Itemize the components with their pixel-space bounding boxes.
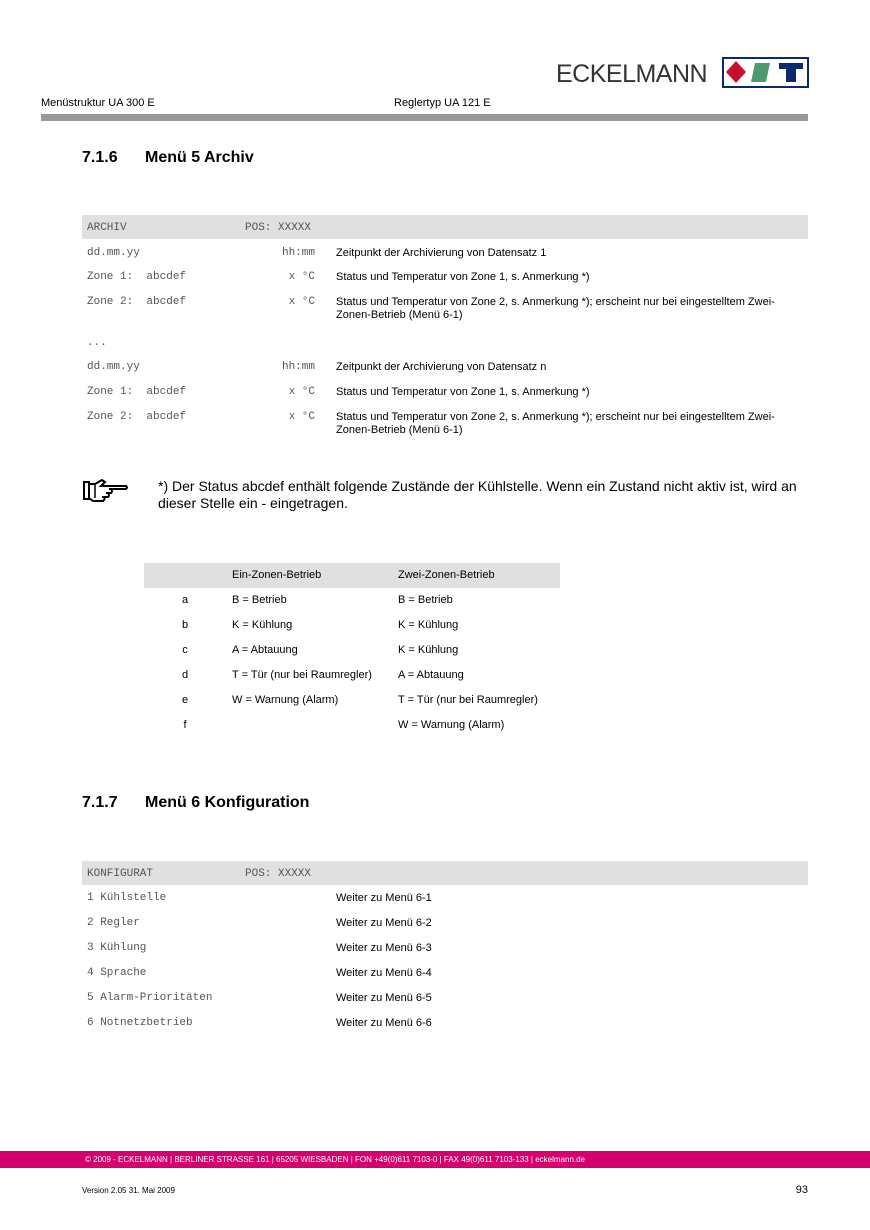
- archiv-row-right: x °C: [288, 411, 315, 423]
- archiv-row-left: Zone 2: abcdef: [87, 296, 187, 308]
- archiv-row-description: Zeitpunkt der Archivierung von Datensatz 1: [336, 247, 547, 259]
- page-number: 93: [795, 1184, 808, 1196]
- status-table-header-cell: Zwei-Zonen-Betrieb: [398, 569, 495, 581]
- archiv-row-left: Zone 2: abcdef: [87, 411, 187, 423]
- status-table-cell: A = Abtauung: [398, 669, 464, 681]
- status-table-cell: W = Warnung (Alarm): [232, 694, 339, 706]
- konfig-menu-description: Weiter zu Menü 6-3: [336, 942, 432, 954]
- status-table-key: e: [181, 694, 189, 706]
- archiv-row-description: Status und Temperatur von Zone 2, s. Anmerkung *); erscheint nur bei eingestelltem Zwei-Zonen-Betrieb (Menü 6-1): [336, 296, 775, 321]
- status-table-key: d: [181, 669, 189, 681]
- archiv-row-right: x °C: [288, 271, 315, 283]
- status-table-header-cell: Ein-Zonen-Betrieb: [232, 569, 322, 581]
- konfig-menu-item: 6 Notnetzbetrieb: [87, 1017, 193, 1029]
- konfig-menu-description: Weiter zu Menü 6-1: [336, 892, 432, 904]
- section-number-archiv: 7.1.6: [82, 149, 118, 166]
- konfig-menu-item: 2 Regler: [87, 917, 140, 929]
- status-table-cell: T = Tür (nur bei Raumregler): [398, 694, 538, 706]
- version-info: Version 2.05 31. Mai 2009: [82, 1186, 175, 1195]
- logo-diamond-red: [726, 61, 746, 83]
- archiv-row-left: ...: [87, 337, 107, 349]
- archiv-row-right: hh:mm: [281, 361, 315, 373]
- brand-name: ECKELMANN: [556, 60, 708, 88]
- status-table-cell: B = Betrieb: [232, 594, 287, 606]
- brand-logo: [722, 57, 809, 88]
- archiv-display-pos: POS: XXXXX: [245, 222, 312, 234]
- konfig-menu-description: Weiter zu Menü 6-6: [336, 1017, 432, 1029]
- archiv-row-left: dd.mm.yy: [87, 247, 140, 259]
- status-table-cell: A = Abtauung: [232, 644, 298, 656]
- archiv-row-right: x °C: [288, 386, 315, 398]
- konfig-display-label: KONFIGURAT: [87, 868, 154, 880]
- status-table-key: b: [181, 619, 189, 631]
- konfig-menu-description: Weiter zu Menü 6-4: [336, 967, 432, 979]
- archiv-row-description: Zeitpunkt der Archivierung von Datensatz n: [336, 361, 547, 373]
- archiv-row-left: Zone 1: abcdef: [87, 271, 187, 283]
- konfig-menu-item: 3 Kühlung: [87, 942, 147, 954]
- status-table-header: [144, 563, 560, 588]
- pointing-hand-icon: [82, 477, 130, 503]
- status-table-cell: K = Kühlung: [232, 619, 293, 631]
- konfig-display-header: [82, 861, 808, 885]
- section-title-konfig: Menü 6 Konfiguration: [145, 794, 310, 811]
- status-table-key: a: [181, 594, 189, 606]
- section-number-konfig: 7.1.7: [82, 794, 118, 811]
- archiv-row-description: Status und Temperatur von Zone 1, s. Anmerkung *): [336, 271, 590, 283]
- header-divider: [41, 114, 808, 121]
- konfig-menu-item: 4 Sprache: [87, 967, 147, 979]
- konfig-display-pos: POS: XXXXX: [245, 868, 312, 880]
- archiv-row-left: dd.mm.yy: [87, 361, 140, 373]
- section-title-archiv: Menü 5 Archiv: [145, 149, 254, 166]
- archiv-display-label: ARCHIV: [87, 222, 127, 234]
- archiv-row-description: Status und Temperatur von Zone 2, s. Anmerkung *); erscheint nur bei eingestelltem Zwei-Zonen-Betrieb (Menü 6-1): [336, 411, 775, 436]
- konfig-menu-description: Weiter zu Menü 6-2: [336, 917, 432, 929]
- archiv-row-right: x °C: [288, 296, 315, 308]
- status-table-key: f: [183, 719, 187, 731]
- status-table-key: c: [182, 644, 188, 656]
- status-table-cell: W = Warnung (Alarm): [398, 719, 505, 731]
- footer-address: © 2009 - ECKELMANN | BERLINER STRASSE 161 | 65205 WIESBADEN | FON +49(0)611 7103-0 | FAX 49(0)611 7103-133 | eckelmann.de: [85, 1155, 586, 1164]
- archiv-row-description: Status und Temperatur von Zone 1, s. Anmerkung *): [336, 386, 590, 398]
- status-table-cell: B = Betrieb: [398, 594, 453, 606]
- note-text: *) Der Status abcdef enthält folgende Zustände der Kühlstelle. Wenn ein Zustand nicht aktiv ist, wird an dieser Stelle ein - eingetragen.: [158, 478, 797, 511]
- status-table-cell: K = Kühlung: [398, 619, 459, 631]
- archiv-display-header: [82, 215, 808, 239]
- archiv-row-left: Zone 1: abcdef: [87, 386, 187, 398]
- logo-parallelogram-green: [751, 63, 770, 82]
- header-center: Reglertyp UA 121 E: [394, 97, 491, 109]
- status-table-cell: K = Kühlung: [398, 644, 459, 656]
- status-table-cell: T = Tür (nur bei Raumregler): [232, 669, 372, 681]
- konfig-menu-item: 1 Kühlstelle: [87, 892, 167, 904]
- archiv-row-right: hh:mm: [281, 247, 315, 259]
- konfig-menu-description: Weiter zu Menü 6-5: [336, 992, 432, 1004]
- logo-stem-blue: [786, 69, 796, 82]
- logo-bar-blue: [779, 63, 803, 69]
- header-left: Menüstruktur UA 300 E: [41, 97, 155, 109]
- konfig-menu-item: 5 Alarm-Prioritäten: [87, 992, 213, 1004]
